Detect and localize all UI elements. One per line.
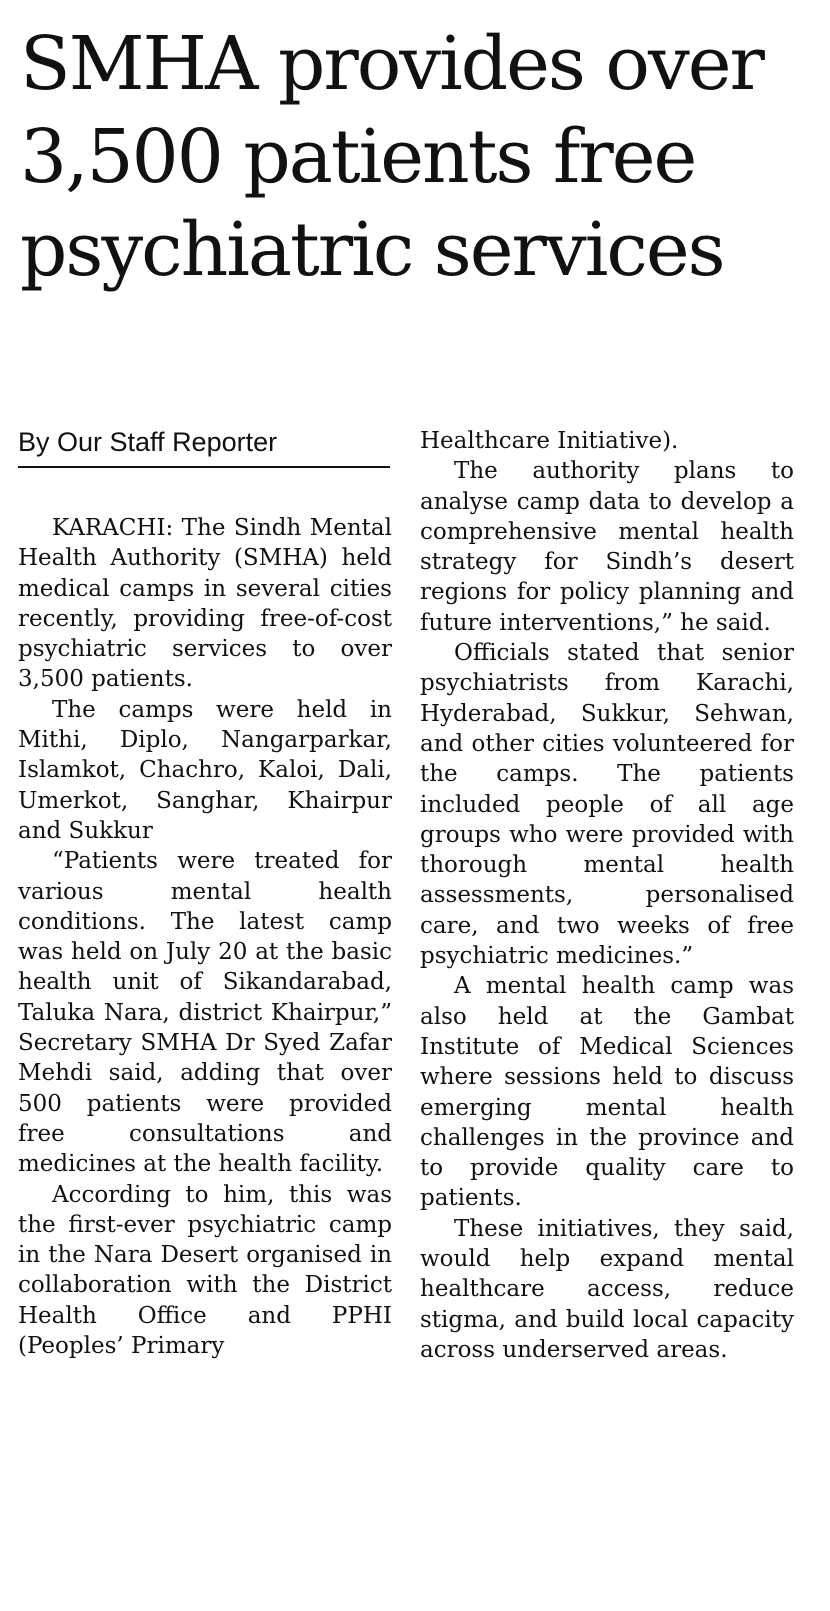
paragraph-patients-treated: “Patients were treated for various mental health conditions. The latest camp was held on July 20 at the basic health unit of Sikandarabad, Taluka Nara, district Khairpur,” Secretary SMHA Dr Syed Zafar Mehdi said, adding that over 500 patients were provided free consultations and medicines at the health facility. [18,848,392,1178]
headline: SMHA provides over 3,500 patients free psychiatric services [20,21,763,293]
article-column-right [420,426,794,1365]
paragraph-strategy: The authority plans to analyse camp data to develop a comprehensive mental health strategy for Sindh’s desert regions for policy planning and future interventions,” he said. [420,458,794,636]
paragraph-gambat-camp: A mental health camp was also held at the Gambat Institute of Medical Sciences where sessions held to discuss emerging mental health challenges in the province and to provide quality care to patients. [420,973,794,1212]
paragraph-first-camp: According to him, this was the first-ever psychiatric camp in the Nara Desert organised in collaboration with the District Health Office and PPHI (Peoples’ Primary [18,1181,392,1360]
byline: By Our Staff Reporter [18,425,390,468]
paragraph-initiatives: These initiatives, they said, would help expand mental healthcare access, reduce stigma, and build local capacity across underserved areas. [420,1215,794,1363]
article-column-left [18,513,392,1361]
paragraph-camp-locations: The camps were held in Mithi, Diplo, Nangarparkar, Islamkot, Chachro, Kaloi, Dali, Umerkot, Sanghar, Khairpur and Sukkur [18,696,392,844]
paragraph-intro: KARACHI: The Sindh Mental Health Authority (SMHA) held medical camps in several cities recently, providing free-of-cost psychiatric services to over 3,500 patients. [18,515,392,693]
paragraph-continuation: Healthcare Initiative). [420,428,679,454]
paragraph-officials: Officials stated that senior psychiatrists from Karachi, Hyderabad, Sukkur, Sehwan, and other cities volunteered for the camps. The patients included people of all age groups who were provided with thorough mental health assessments, personalised care, and two weeks of free psychiatric medicines.” [420,640,794,970]
